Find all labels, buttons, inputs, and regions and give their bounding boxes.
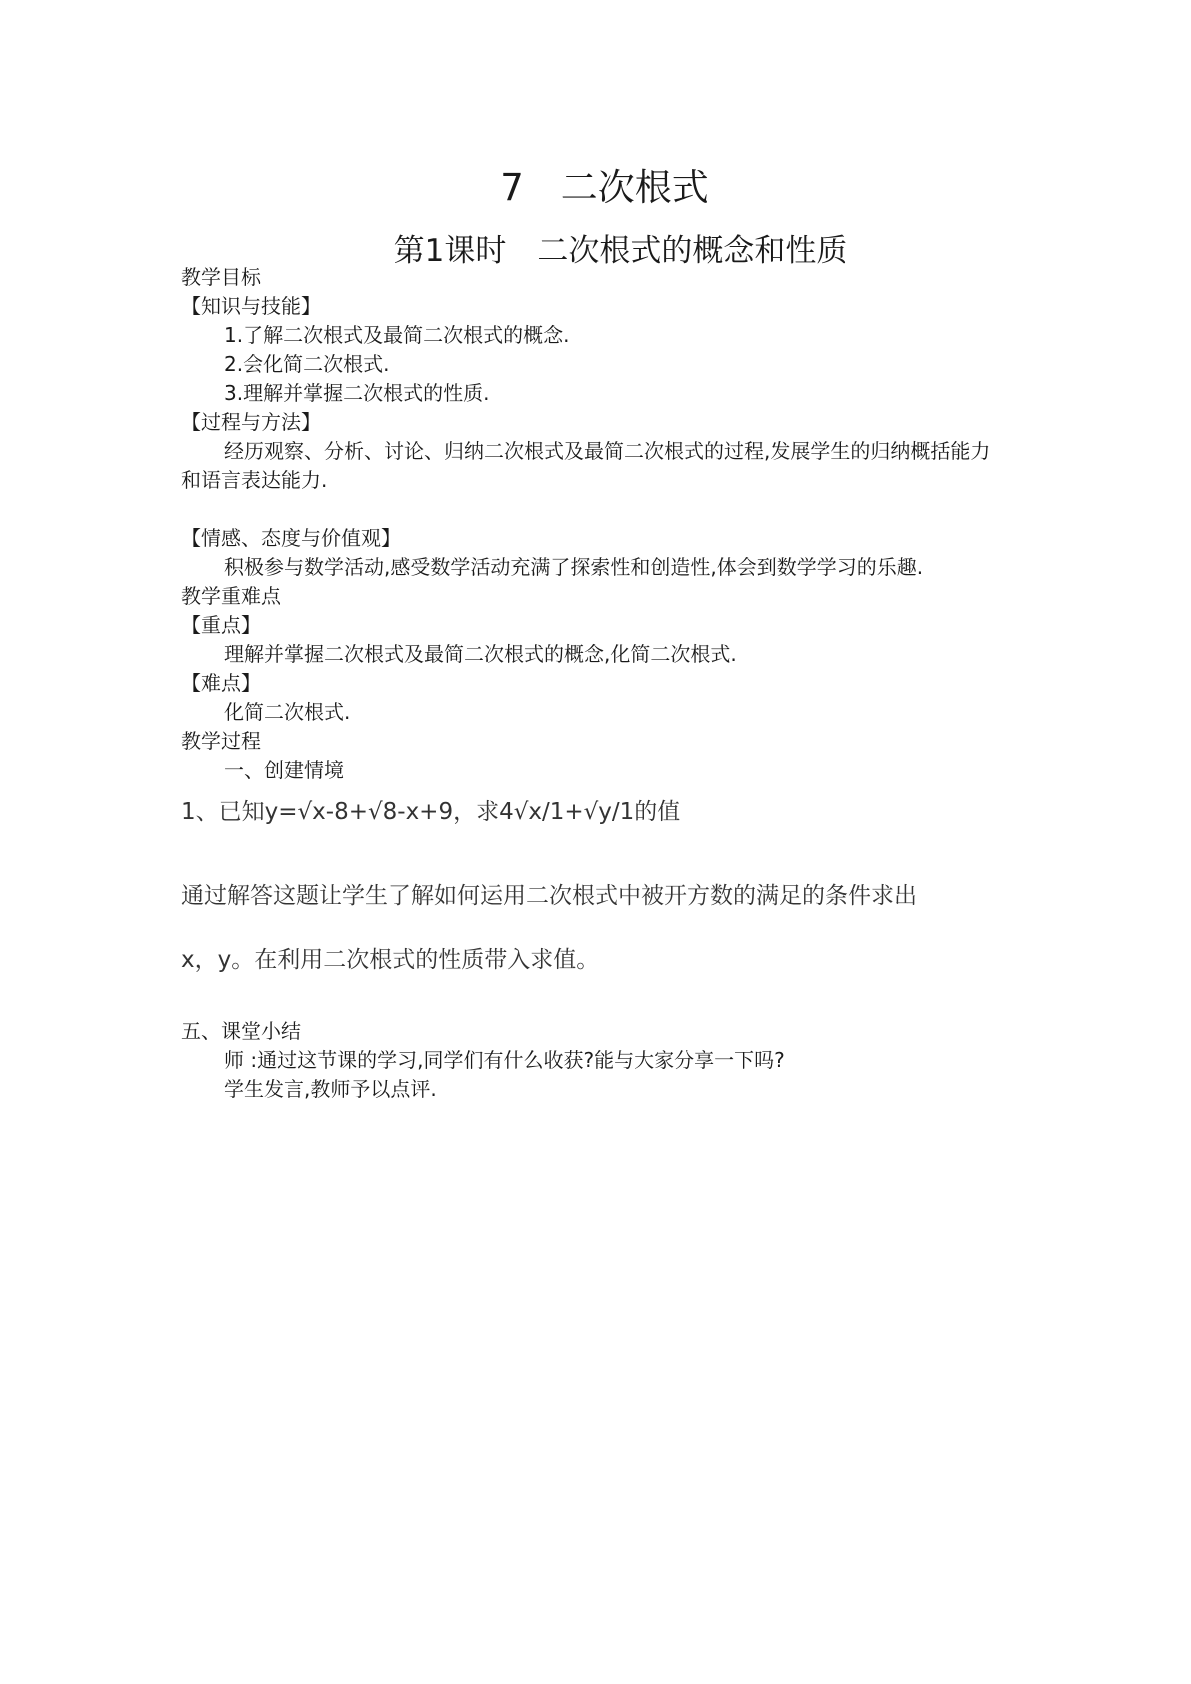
goals-heading: 教学目标 [181, 265, 261, 289]
knowledge-item-1: 1.了解二次根式及最简二次根式的概念. [224, 323, 570, 347]
key-point-heading: 【重点】 [181, 613, 261, 637]
summary-line-2: 学生发言,教师予以点评. [224, 1077, 437, 1101]
summary-heading: 五、课堂小结 [181, 1019, 301, 1043]
problem-statement: 1、已知y=√x-8+√8-x+9，求4√x/1+√y/1的值 [181, 799, 681, 825]
knowledge-item-2: 2.会化简二次根式. [224, 352, 390, 376]
section-create-situation: 一、创建情境 [224, 758, 344, 782]
process-method-heading: 【过程与方法】 [181, 410, 321, 434]
page-title: 7 二次根式 [500, 166, 709, 209]
knowledge-item-3: 3.理解并掌握二次根式的性质. [224, 381, 490, 405]
process-method-line-2: 和语言表达能力. [181, 468, 328, 492]
summary-line-1: 师 :通过这节课的学习,同学们有什么收获?能与大家分享一下吗? [224, 1048, 785, 1072]
explanation-line-2: x，y。在利用二次根式的性质带入求值。 [181, 947, 600, 973]
process-method-line-1: 经历观察、分析、讨论、归纳二次根式及最简二次根式的过程,发展学生的归纳概括能力 [224, 439, 991, 463]
knowledge-heading: 【知识与技能】 [181, 294, 321, 318]
difficult-point-text: 化简二次根式. [224, 700, 351, 724]
process-heading: 教学过程 [181, 729, 261, 753]
page-subtitle: 第1课时 二次根式的概念和性质 [393, 233, 848, 269]
key-difficult-heading: 教学重难点 [181, 584, 281, 608]
difficult-point-heading: 【难点】 [181, 671, 261, 695]
emotion-heading: 【情感、态度与价值观】 [181, 526, 401, 550]
key-point-text: 理解并掌握二次根式及最简二次根式的概念,化简二次根式. [224, 642, 737, 666]
emotion-text: 积极参与数学活动,感受数学活动充满了探索性和创造性,体会到数学学习的乐趣. [224, 555, 924, 579]
explanation-line-1: 通过解答这题让学生了解如何运用二次根式中被开方数的满足的条件求出 [181, 883, 917, 909]
